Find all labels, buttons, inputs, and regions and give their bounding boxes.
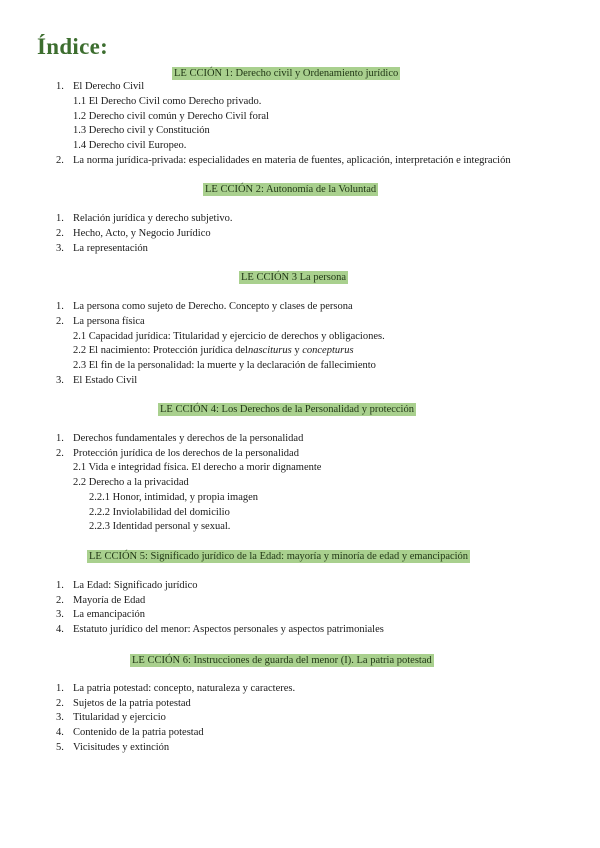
- lesson-1-heading: LE CCIÓN 1: Derecho civil y Ordenamiento jurídico: [174, 68, 399, 79]
- page-title: Índice:: [37, 34, 109, 59]
- index-page: Índice: LE CCIÓN 1: Derecho civil y Ordenamiento jurídico 1. El Derecho Civil 1.1 El Derecho Civil como Derecho privado. 1.2 Derecho civil común y Derecho Civil foral 1.3 Derecho civil y Constitución 1.4 Derecho civil Europeo. 2. La norma jurídica-privada: especialidades en materia de fuentes, aplicación, interpretación e integración LE CCIÓN 2: Autonomía de la Voluntad 1. Relación jurídica y derecho subjetivo. 2. Hecho, Acto, y Negocio Jurídico 3. La representación LE CCIÓN 3 La persona 1. La persona como sujeto de Derecho. Concepto y clases de persona 2. La persona física 2.1 Capacidad jurídica: Titularidad y ejercicio de derechos y obligaciones. 2.2 El nacimiento: Protección jurídica delnasciturus y concepturus 2.3 El fin de la personalidad: la muerte y la declaración de fallecimiento 3. El Estado Civil LE CCIÓN 4: Los Derechos de la Personalidad y protección 1. Derechos fundamentales y derechos de la personalidad 2. Protección jurídica de los derechos de la personalidad 2.1 Vida e integridad física. El derecho a morir dignamente 2.2 Derecho a la privacidad 2.2.1 Honor, intimidad, y propia imagen 2.2.2 Inviolabilidad del domicilio 2.2.3 Identidad personal y sexual. LE CCIÓN 5: Significado jurídico de la Edad: mayoría y minoría de edad y emancipación 1. La Edad: Significado jurídico 2. Mayoría de Edad 3. La emancipación 4. Estatuto jurídico del menor: Aspectos personales y aspectos patrimoniales LE CCIÓN 6: Instrucciones de guarda del menor (I). La patria potestad 1. La patria potestad: concepto, naturaleza y caracteres. 2. Sujetos de la patria potestad 3. Titularidad y ejercicio 4. Contenido de la patria potestad 5. Vicisitudes y extinción: [37, 34, 511, 753]
- lesson-6-heading: LE CCIÓN 6: Instrucciones de guarda del menor (I). La patria potestad: [132, 655, 432, 666]
- lesson-3-heading: LE CCIÓN 3 La persona: [241, 272, 346, 283]
- lesson-4-heading: LE CCIÓN 4: Los Derechos de la Personalidad y protección: [160, 404, 414, 415]
- lesson-5-heading: LE CCIÓN 5: Significado jurídico de la Edad: mayoría y minoría de edad y emancipación: [89, 551, 469, 562]
- lesson-2-heading: LE CCIÓN 2: Autonomía de la Voluntad: [205, 184, 377, 195]
